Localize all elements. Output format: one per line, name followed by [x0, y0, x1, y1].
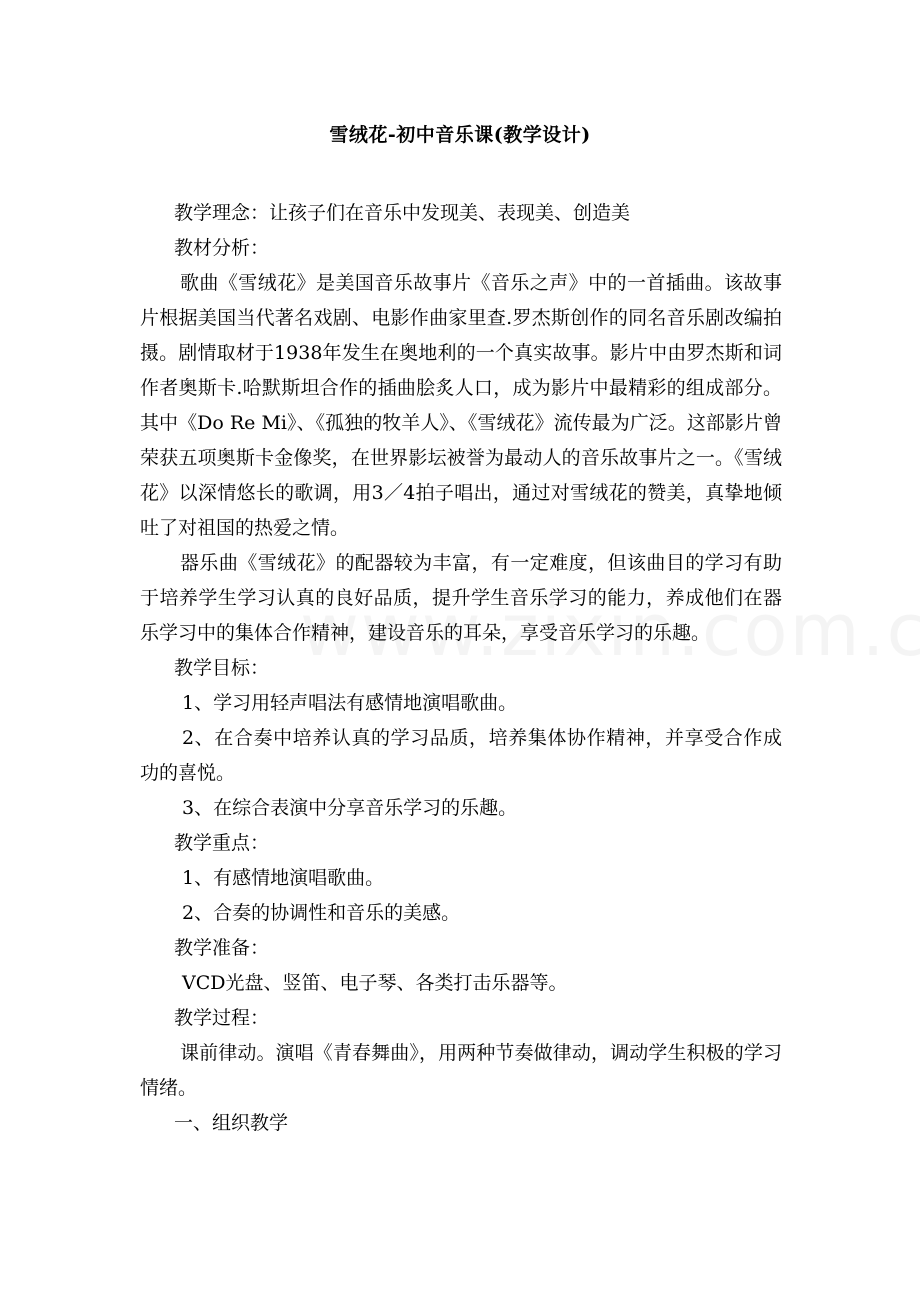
section-heading-preparation: 教学准备：	[174, 937, 270, 959]
paragraph-preparation: VCD光盘、竖笛、电子琴、各类打击乐器等。	[182, 972, 568, 994]
paragraph-warmup: 课前律动。演唱《青春舞曲》，用两种节奏做律动，调动学生积极的学习情绪。	[140, 1042, 782, 1099]
paragraph-instrumental-intro: 器乐曲《雪绒花》的配器较为丰富，有一定难度，但该曲目的学习有助于培养学生学习认真的良好品质，提升学生音乐学习的能力，养成他们在器乐学习中的集体合作精神，建设音乐的耳朵，享受音乐学习的乐趣。	[140, 552, 782, 644]
teaching-philosophy: 教学理念：让孩子们在音乐中发现美、表现美、创造美	[174, 202, 631, 224]
section-heading-organize: 一、组织教学	[174, 1112, 289, 1134]
document-body	[140, 196, 782, 1141]
list-item-goal-1: 1、学习用轻声唱法有感情地演唱歌曲。	[182, 692, 518, 714]
list-item-goal-3: 3、在综合表演中分享音乐学习的乐趣。	[182, 797, 518, 819]
list-item-goal-2: 2、在合奏中培养认真的学习品质，培养集体协作精神，并享受合作成功的喜悦。	[140, 727, 782, 784]
list-item-key-point-2: 2、合奏的协调性和音乐的美感。	[182, 902, 461, 924]
section-heading-material-analysis: 教材分析：	[174, 237, 270, 259]
section-heading-process: 教学过程：	[174, 1007, 270, 1029]
document-title: 雪绒花-初中音乐课(教学设计)	[329, 124, 591, 146]
paragraph-song-intro: 歌曲《雪绒花》是美国音乐故事片《音乐之声》中的一首插曲。该故事片根据美国当代著名戏剧、电影作曲家里查.罗杰斯创作的同名音乐剧改编拍摄。剧情取材于1938年发生在奥地利的一个真实故事。影片中由罗杰斯和词作者奥斯卡.哈默斯坦合作的插曲脍炙人口，成为影片中最精彩的组成部分。其中《Do Re Mi》、《孤独的牧羊人》、《雪绒花》流传最为广泛。这部影片曾荣获五项奥斯卡金像奖，在世界影坛被誉为最动人的音乐故事片之一。《雪绒花》以深情悠长的歌调，用3／4拍子唱出，通过对雪绒花的赞美，真挚地倾吐了对祖国的热爱之情。	[140, 272, 782, 539]
list-item-key-point-1: 1、有感情地演唱歌曲。	[182, 867, 385, 889]
section-heading-key-points: 教学重点：	[174, 832, 270, 854]
section-heading-goals: 教学目标：	[174, 657, 270, 679]
